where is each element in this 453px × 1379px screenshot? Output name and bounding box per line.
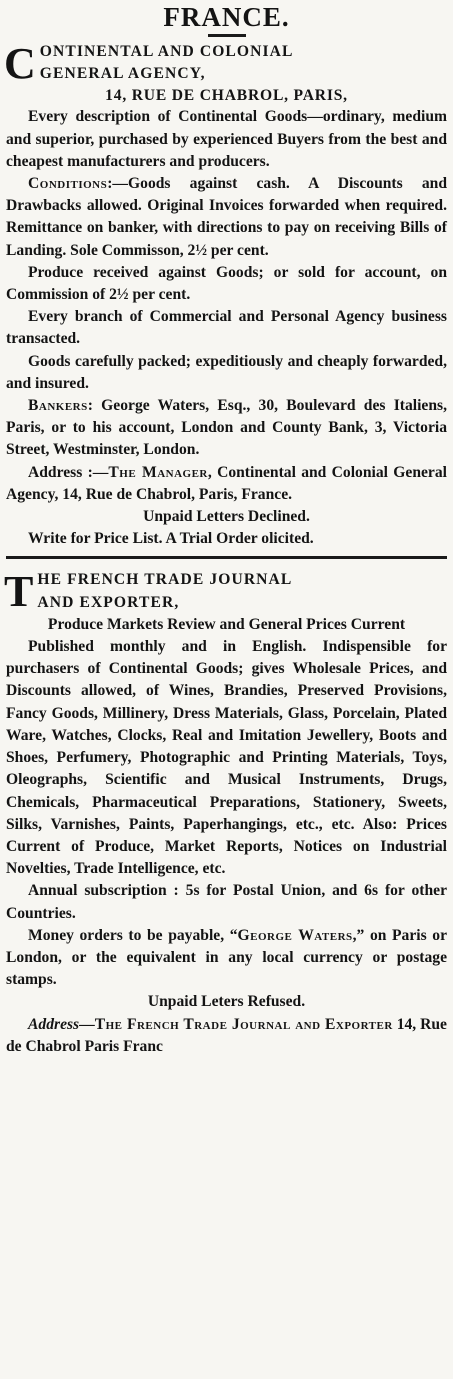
bankers-text: : George Waters, Esq., 30, Boulevard des Italiens, Paris, or to his account, London and County Bank, 3, Victoria Street, Westminster, London.	[6, 397, 447, 459]
heading-rule	[208, 34, 246, 37]
money-orders-text-b: ,” on Paris or London, or the equivalent in any local currency or postage stamps.	[6, 926, 447, 989]
paragraph-address	[6, 1014, 447, 1058]
price-list-notice: Write for Price List. A Trial Order olicited.	[28, 530, 314, 548]
paragraph-agency: Every branch of Commercial and Personal Agency business transacted.	[6, 308, 447, 348]
paragraph-address	[6, 462, 447, 506]
unpaid-letters-notice: Unpaid Leters Refused.	[147, 993, 306, 1011]
paragraph-description: Every description of Continental Goods—ordinary, medium and superior, purchased by experienced Buyers from the best and cheapest manufacturers and producers.	[6, 108, 447, 170]
paragraph-packing: Goods carefully packed; expeditiously and cheaply forwarded, and insured.	[6, 352, 447, 392]
address-name: The French Trade Journal and Exporter	[94, 1015, 393, 1033]
unpaid-letters-notice: Unpaid Letters Declined.	[143, 508, 310, 526]
money-orders-text-a: Money orders to be payable, “	[28, 926, 238, 944]
section-divider	[6, 556, 447, 559]
paragraph-publication: Published monthly and in English. Indispensible for purchasers of Continental Goods; gives Wholesale Prices, and Discounts allowed, of Wines, Brandies, Preserved Provisions, Fancy Goods, Millinery, Dress Materials, Glass, Porcelain, Plated Ware, Watches, Clocks, Real and Imitation Jewellery, Boots and Shoes, Perfumery, Photographic and Printing Materials, Toys, Oleographs, Scientific and Musical Instruments, Drugs, Chemicals, Pharmaceutical Preparations, Stationery, Sweets, Silks, Varnishes, Paints, Paperhangings, etc., etc. Also: Prices Current of Produce, Market Reports, Notices on Industrial Novelties, Trade Intelligence, etc.	[6, 638, 447, 878]
paragraph-money-orders	[6, 925, 447, 992]
drop-cap: T	[4, 567, 34, 617]
ad-subtitle: Produce Markets Review and General Prices Current	[47, 615, 406, 633]
paragraph-produce: Produce received against Goods; or sold for account, on Commission of 2½ per cent.	[6, 263, 447, 304]
address-label: Address :—	[28, 463, 109, 481]
ad-title-block	[4, 39, 447, 88]
conditions-text: :—Goods against cash. A Discounts and Drawbacks allowed. Original Invoices forwarded when required. Remittance on banker, with directions to pay on receiving Bills of Landing. Sole Commisson, 2½ per cent.	[6, 175, 447, 259]
advertisement-continental-agency	[0, 41, 453, 550]
paragraph-subscription: Annual subscription : 5s for Postal Union, and 6s for other Countries.	[6, 882, 447, 922]
ad-title-line-1: ONTINENTAL AND COLONIAL	[39, 43, 294, 60]
advertisement-french-trade-journal	[0, 569, 453, 1057]
address-text: 14, Rue de Chabrol Paris Franc	[6, 1015, 447, 1055]
ad-title-line-2: GENERAL AGENCY,	[39, 65, 206, 83]
address-text: , Continental and Colonial General Agency, 14, Rue de Chabrol, Paris, France.	[6, 463, 447, 503]
paragraph-conditions	[6, 173, 447, 262]
drop-cap: C	[4, 39, 36, 88]
bankers-label: Bankers	[28, 397, 88, 415]
address-dash: —	[79, 1015, 95, 1033]
ad-title-line-2: AND EXPORTER,	[37, 593, 180, 611]
ad-address-line: 14, RUE DE CHABROL, PARIS,	[105, 87, 348, 105]
paragraph-bankers	[6, 395, 447, 462]
section-heading: FRANCE.	[163, 2, 290, 32]
ad-title-block	[4, 567, 447, 617]
conditions-label: Conditions	[28, 175, 108, 193]
ad-title-line-1: HE FRENCH TRADE JOURNAL	[37, 571, 293, 589]
address-manager: The Manager	[108, 463, 208, 481]
money-orders-name: George Waters	[237, 926, 353, 944]
address-label: Address	[28, 1015, 80, 1033]
